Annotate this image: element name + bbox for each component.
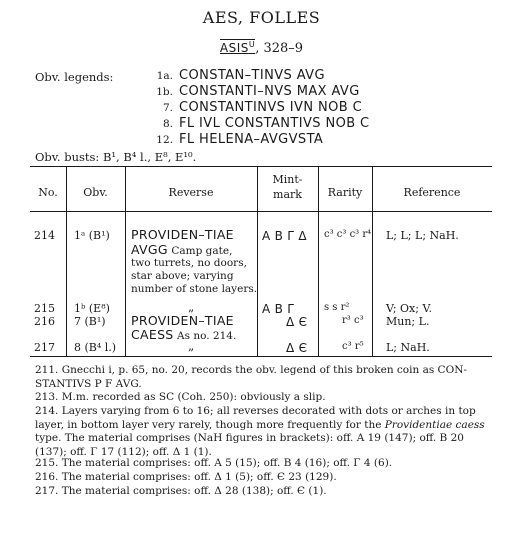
- row-reverse-line: CAESS As no. 214.: [131, 327, 237, 342]
- row-rarity: c³ c³ c³ r⁴: [324, 229, 372, 240]
- footnote: 211. Gnecchi i, p. 65, no. 20, records the obv. legend of this broken coin as CON-STANTIVS P F AVG.: [35, 364, 467, 390]
- legend-item: 8. FL IVL CONSTANTIVS NOB C: [162, 116, 370, 131]
- legend-item: 1b. CONSTANTI–NVS MAX AVG: [156, 84, 360, 99]
- table-bottom-rule: [30, 356, 492, 357]
- row-mintmark: Δ Є: [286, 341, 308, 355]
- mint-name: $ASIS^U$: [219, 40, 256, 55]
- row-reverse-desc: number of stone layers.: [131, 283, 258, 295]
- legends-label: Obv. legends:: [35, 70, 114, 84]
- row-rarity: c³ r⁵: [342, 341, 364, 352]
- row-rarity: r³ c³: [342, 315, 364, 326]
- header-obv: Obv.: [83, 186, 108, 199]
- footnote: 216. The material comprises: off. Δ 1 (5); off. Є 23 (129).: [35, 471, 337, 483]
- header-mintmark-2: mark: [273, 188, 302, 201]
- legend-item: 1a. CONSTAN–TINVS AVG: [156, 68, 325, 83]
- row-reverse-ditto: „: [188, 300, 195, 314]
- row-number: 214: [34, 229, 55, 242]
- table-header-rule: [30, 211, 492, 212]
- row-reverse-ditto: „: [188, 339, 195, 353]
- row-reverse-legend: PROVIDEN–TIAE: [131, 227, 234, 242]
- row-reverse-line: AVGG Camp gate,: [131, 242, 233, 257]
- mint-mark-symbol: U: [248, 40, 256, 49]
- footnote-italic: Providentiae caess: [384, 418, 485, 431]
- row-reverse-desc: two turrets, no doors,: [131, 257, 247, 269]
- row-mintmark: Δ Є: [286, 315, 308, 329]
- row-rarity: s s r²: [324, 302, 350, 313]
- header-reference: Reference: [403, 186, 461, 199]
- row-obv: 8 (B⁴ l.): [74, 341, 117, 354]
- legend-item: 7. CONSTANTINVS IVN NOB C: [162, 100, 363, 115]
- row-mintmark: Α Β Γ Δ: [262, 229, 307, 243]
- row-obv: 1ᵃ (B¹): [74, 229, 110, 242]
- header-reverse: Reverse: [168, 186, 214, 199]
- row-reference: V; Ox; V.: [386, 302, 432, 315]
- header-rarity: Rarity: [327, 186, 363, 199]
- row-mintmark: Α Β Γ: [262, 302, 295, 316]
- row-reference: L; L; L; NaH.: [386, 229, 459, 242]
- table-top-rule: [30, 166, 492, 167]
- row-reverse-desc: star above; varying: [131, 270, 234, 282]
- footnote: 215. The material comprises: off. Α 5 (15); off. Β 4 (16); off. Γ 4 (6).: [35, 457, 393, 469]
- row-number: 216: [34, 315, 55, 328]
- mint-heading: [0, 40, 523, 56]
- row-obv: 1ᵇ (E⁸): [74, 302, 110, 315]
- obv-busts: Obv. busts: B¹, B⁴ l., E⁸, E¹⁰.: [35, 150, 197, 164]
- row-reference: Mun; L.: [386, 315, 430, 328]
- legend-item: 12. FL HELENA–AVGVSTA: [156, 132, 324, 147]
- footnote: 213. M.m. recorded as SC (Coh. 250): obviously a slip.: [35, 391, 326, 403]
- footnote: 217. The material comprises: off. Δ 28 (138); off. Є (1).: [35, 485, 327, 497]
- row-number: 217: [34, 341, 55, 354]
- row-reference: L; NaH.: [386, 341, 430, 354]
- header-no: No.: [38, 186, 58, 199]
- row-reverse-legend: PROVIDEN–TIAE: [131, 313, 234, 328]
- row-obv: 7 (B¹): [74, 315, 106, 328]
- header-mintmark-1: Mint-: [272, 173, 303, 186]
- mint-dates: , 328–9: [255, 41, 304, 56]
- footnote: 214. Layers varying from 6 to 16; all reverses decorated with dots or arches in top layer, in bottom layer very rarely, though more frequently for the Providentiae caess type. The material comprises (NaH figures in brackets): off. Α 19 (147); off. Β 20 (137); off. Γ 17 (112); off. Δ 1 (1).: [35, 405, 485, 458]
- page-title: AES, FOLLES: [202, 8, 321, 27]
- row-number: 215: [34, 302, 55, 315]
